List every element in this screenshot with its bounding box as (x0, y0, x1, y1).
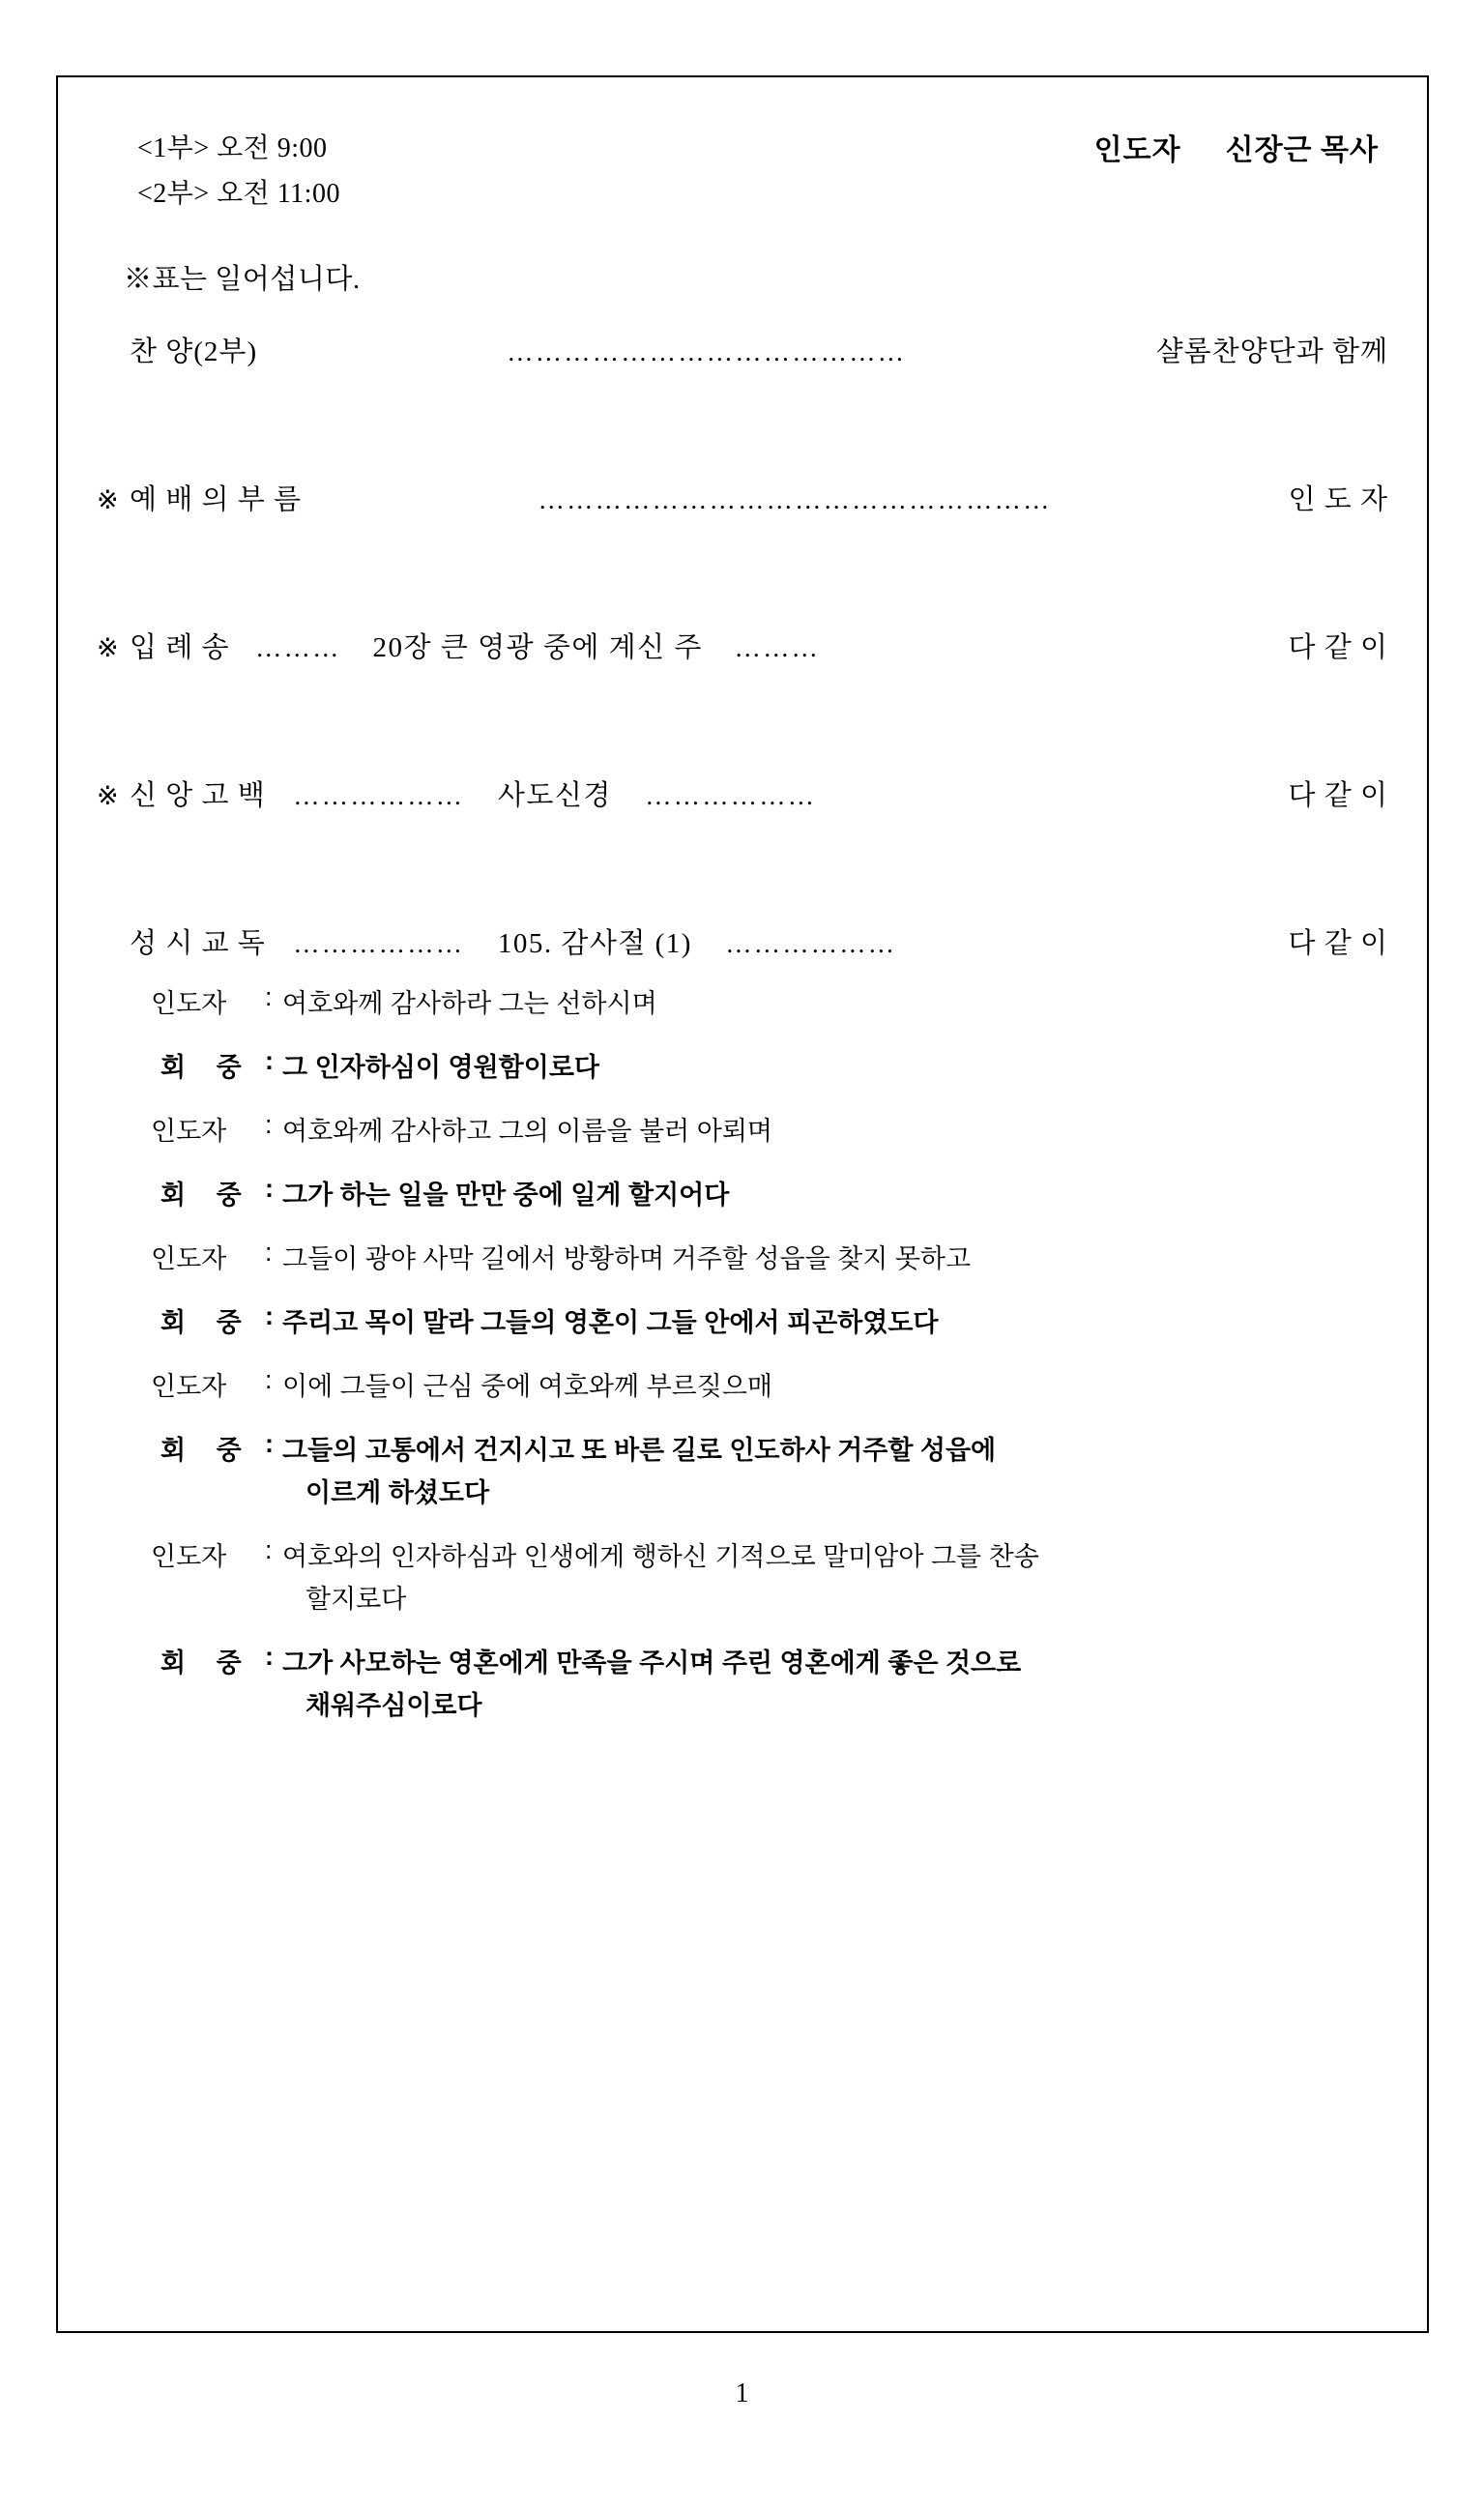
order-who: 다 같 이 (1288, 780, 1388, 811)
order-middle: 20장 큰 영광 중에 계신 주 (372, 632, 703, 663)
reading-line (160, 1301, 1388, 1344)
order-who: 인 도 자 (1288, 484, 1388, 515)
reading-text (282, 1535, 1388, 1620)
order-dots-right: ……………… (725, 929, 897, 958)
order-title: 성 시 교 독 (130, 928, 266, 959)
reading-text: 여호와께 감사하고 그의 이름을 불러 아뢰며 (282, 1117, 772, 1146)
reading-line (151, 982, 1388, 1025)
reading-colon: : (265, 1238, 273, 1267)
order-item-praise (97, 330, 1388, 369)
reading-line (160, 1046, 1388, 1089)
order-who: 다 같 이 (1288, 632, 1388, 663)
reading-colon: : (265, 1429, 274, 1458)
reading-line (151, 1110, 1388, 1152)
reading-colon: : (265, 982, 273, 1011)
reading-text-cont: 이르게 하셨도다 (306, 1478, 490, 1507)
reading-line (160, 1642, 1388, 1727)
service-times (137, 126, 340, 217)
reading-speaker: 인도자 (151, 1244, 227, 1273)
reading-text-main: 그가 사모하는 영혼에게 만족을 주시며 주린 영혼에게 좋은 것으로 (282, 1648, 1022, 1678)
order-middle: 사도신경 (497, 780, 612, 811)
reading-text-main: 그들의 고통에서 건지시고 또 바른 길로 인도하사 거주할 성읍에 (282, 1436, 997, 1465)
service-order-list (97, 330, 1388, 961)
reading-speaker: 회 중 (160, 1436, 253, 1465)
reading-text-main: 여호와의 인자하심과 인생에게 행하신 기적으로 말미암아 그를 찬송 (282, 1542, 1039, 1571)
reading-speaker: 인도자 (151, 1542, 227, 1571)
reading-text: 그들이 광야 사막 길에서 방황하며 거주할 성읍을 찾지 못하고 (282, 1244, 972, 1273)
order-item-responsive-reading (97, 921, 1388, 961)
responsive-reading-block (151, 982, 1388, 1727)
reading-colon: : (265, 1535, 273, 1564)
order-mark: ※ (97, 633, 119, 662)
order-dots-left: ……… (255, 633, 341, 662)
order-dots: ……………………………………………… (538, 485, 1052, 514)
order-dots-right: ……… (734, 633, 821, 662)
reading-speaker: 인도자 (151, 989, 227, 1018)
reading-colon: : (265, 1174, 274, 1203)
order-title: 신 앙 고 백 (130, 780, 266, 811)
bulletin-frame (56, 75, 1429, 2333)
reading-text: 여호와께 감사하라 그는 선하시며 (282, 989, 657, 1018)
order-item-opening-hymn (97, 626, 1388, 665)
order-mark: ※ (97, 485, 119, 514)
reading-speaker: 회 중 (160, 1181, 253, 1210)
order-title: 입 례 송 (130, 632, 230, 663)
order-item-call-to-worship (97, 478, 1388, 517)
bulletin-header (97, 116, 1388, 232)
service-time-2: <2부> 오전 11:00 (137, 179, 340, 209)
order-dots-left: ……………… (293, 781, 465, 810)
order-who: 샬롬찬양단과 함께 (1155, 336, 1388, 367)
service-time-1: <1부> 오전 9:00 (137, 133, 328, 163)
reading-colon: : (265, 1365, 273, 1394)
reading-colon: : (265, 1642, 274, 1671)
order-dots-right: ……………… (645, 781, 817, 810)
leader-name: 신장근 목사 (1225, 134, 1379, 166)
reading-colon: : (265, 1110, 273, 1139)
leader-block (1094, 126, 1379, 168)
bulletin-content (97, 116, 1388, 2312)
reading-line (151, 1238, 1388, 1280)
reading-colon: : (265, 1046, 274, 1075)
reading-text: 이에 그들이 근심 중에 여호와께 부르짖으매 (282, 1372, 772, 1401)
leader-label: 인도자 (1093, 134, 1181, 166)
reading-speaker: 회 중 (160, 1053, 253, 1082)
reading-speaker: 인도자 (151, 1117, 227, 1146)
reading-line (151, 1365, 1388, 1408)
reading-text: 그가 하는 일을 만만 중에 일게 할지어다 (282, 1181, 730, 1210)
reading-text (282, 1642, 1388, 1727)
order-mark: ※ (97, 781, 119, 810)
reading-text (282, 1429, 1388, 1514)
order-who: 다 같 이 (1288, 928, 1388, 959)
reading-text: 그 인자하심이 영원함이로다 (282, 1053, 599, 1082)
order-dots-left: ……………… (293, 929, 465, 958)
reading-text-cont: 채워주심이로다 (306, 1691, 482, 1720)
order-title: 찬 양(2부) (130, 336, 258, 367)
reading-colon: : (265, 1301, 274, 1330)
reading-text: 주리고 목이 말라 그들의 영혼이 그들 안에서 피곤하였도다 (282, 1308, 939, 1337)
order-middle: 105. 감사절 (1) (497, 928, 692, 959)
reading-speaker: 회 중 (160, 1648, 253, 1678)
standing-note: ※표는 일어섭니다. (124, 264, 361, 295)
order-item-apostles-creed (97, 773, 1388, 813)
reading-line (160, 1429, 1388, 1514)
reading-line (160, 1174, 1388, 1216)
reading-speaker: 회 중 (160, 1308, 253, 1337)
order-title: 예 배 의 부 름 (130, 484, 303, 515)
order-dots: …………………………………… (507, 337, 907, 366)
page-number: 1 (735, 2378, 749, 2408)
reading-speaker: 인도자 (151, 1372, 227, 1401)
reading-text-cont: 할지로다 (306, 1585, 407, 1614)
reading-line (151, 1535, 1388, 1620)
